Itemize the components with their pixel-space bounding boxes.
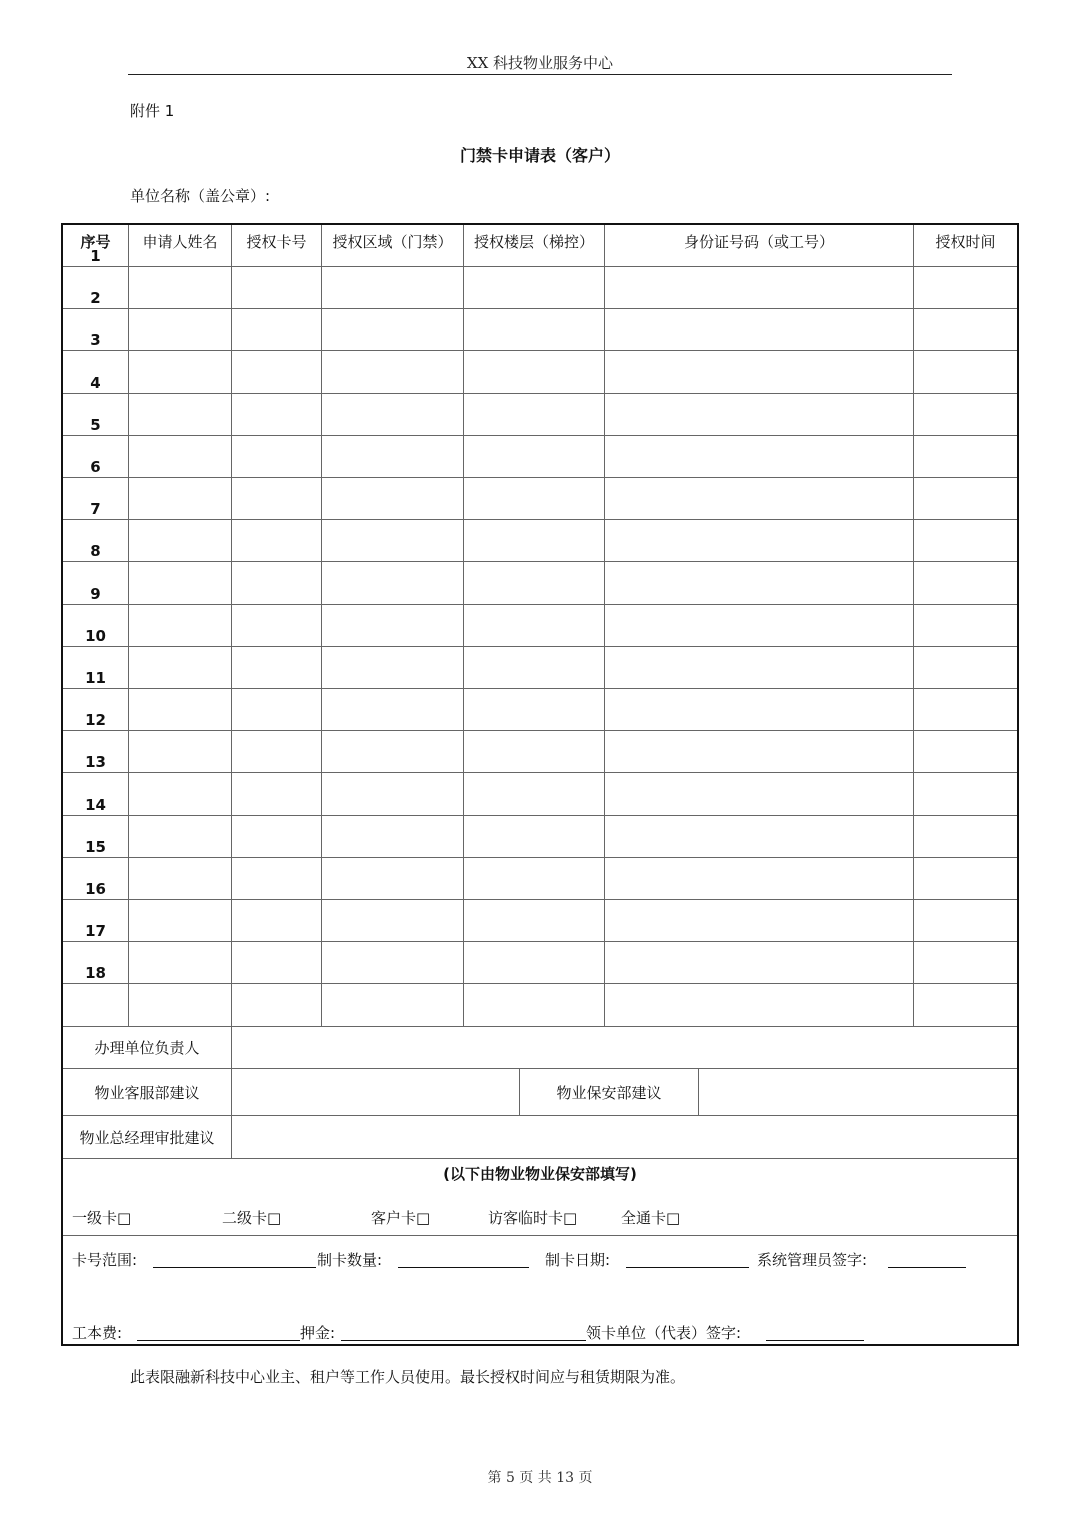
approval-divider: [63, 1068, 1017, 1069]
row-number: 18: [85, 964, 106, 983]
row-divider: [63, 688, 1017, 689]
card-date-field[interactable]: [626, 1252, 749, 1268]
unit-name-label: 单位名称（盖公章）:: [130, 187, 271, 205]
row-divider: [63, 941, 1017, 942]
security-dept-label: 物业保安部建议: [556, 1083, 662, 1102]
row-divider: [63, 983, 1017, 984]
column-divider: [913, 225, 914, 1026]
row-number: 4: [90, 373, 101, 392]
card-count-field[interactable]: [398, 1252, 529, 1268]
row-number: 17: [85, 922, 106, 941]
row-number: 14: [85, 795, 106, 814]
card-range-field[interactable]: [153, 1252, 316, 1268]
row-number: 2: [90, 289, 101, 308]
row-divider: [63, 646, 1017, 647]
column-divider: [463, 225, 464, 1026]
row-divider: [63, 350, 1017, 351]
column-header-id-number: 身份证号码（或工号）: [683, 232, 834, 251]
page-header: XX 科技物业服务中心: [466, 54, 614, 72]
admin-sign-label: 系统管理员签字:: [757, 1251, 868, 1269]
card-type-level1[interactable]: 一级卡□: [72, 1209, 132, 1227]
attachment-label: 附件 1: [130, 102, 175, 120]
security-divider: [63, 1235, 1017, 1236]
column-header-name: 申请人姓名: [142, 232, 218, 251]
row-divider: [63, 393, 1017, 394]
row-divider: [63, 857, 1017, 858]
row-number: 7: [90, 500, 101, 519]
receiver-sign-label: 领卡单位（代表）签字:: [586, 1324, 742, 1342]
card-type-all-access[interactable]: 全通卡□: [621, 1209, 681, 1227]
row-number: 1: [90, 247, 101, 265]
security-section-title: (以下由物业物业保安部填写): [443, 1164, 637, 1183]
column-divider: [321, 225, 322, 1026]
column-header-area: 授权区域（门禁）: [332, 232, 453, 251]
handler-label: 办理单位负责人: [94, 1039, 200, 1057]
approval-label-divider: [231, 1026, 232, 1158]
cost-label: 工本费:: [72, 1324, 123, 1342]
card-date-label: 制卡日期:: [545, 1251, 611, 1269]
column-header-floor: 授权楼层（梯控）: [473, 232, 594, 251]
row-divider: [63, 730, 1017, 731]
card-range-label: 卡号范围:: [72, 1251, 138, 1269]
row-number: 10: [85, 626, 106, 645]
admin-sign-field[interactable]: [888, 1252, 966, 1268]
card-type-level2[interactable]: 二级卡□: [222, 1209, 282, 1227]
row-number: 8: [90, 542, 101, 561]
row-divider: [63, 815, 1017, 816]
column-divider: [128, 225, 129, 1026]
approval-divider: [63, 1158, 1017, 1159]
row-number: 3: [90, 331, 101, 350]
row-number: 6: [90, 458, 101, 476]
row-divider: [63, 435, 1017, 436]
column-header-auth-time: 授权时间: [935, 232, 996, 251]
customer-service-label: 物业客服部建议: [94, 1083, 200, 1102]
row-divider: [63, 604, 1017, 605]
row-divider: [63, 772, 1017, 773]
usage-note: 此表限融新科技中心业主、租户等工作人员使用。最长授权时间应与租赁期限为准。: [130, 1368, 686, 1386]
column-header-index: 序号: [80, 232, 111, 251]
row-divider: [63, 899, 1017, 900]
row-number: 9: [90, 584, 101, 603]
header-divider: [128, 74, 952, 75]
row-divider: [63, 477, 1017, 478]
column-divider: [231, 225, 232, 1026]
row-number: 11: [85, 669, 106, 687]
row-number: 15: [85, 837, 106, 856]
row-number: 5: [90, 415, 101, 434]
column-header-card-no: 授权卡号: [246, 232, 307, 251]
header-row-divider: [63, 266, 1017, 267]
card-type-customer[interactable]: 客户卡□: [371, 1209, 431, 1227]
card-count-label: 制卡数量:: [317, 1251, 383, 1269]
general-manager-label: 物业总经理审批建议: [79, 1129, 215, 1147]
deposit-label: 押金:: [300, 1324, 336, 1342]
row-divider: [63, 308, 1017, 309]
row-divider: [63, 519, 1017, 520]
approval-split-divider: [698, 1068, 699, 1115]
approval-divider: [63, 1115, 1017, 1116]
row-number: 12: [85, 711, 106, 730]
receiver-sign-field[interactable]: [766, 1325, 864, 1341]
form-title: 门禁卡申请表（客户）: [459, 146, 620, 165]
cost-field[interactable]: [137, 1325, 300, 1341]
deposit-field[interactable]: [341, 1325, 586, 1341]
page-number: 第 5 页 共 13 页: [487, 1470, 593, 1486]
row-number: 13: [85, 753, 106, 772]
row-divider: [63, 561, 1017, 562]
column-divider: [604, 225, 605, 1026]
row-number: 16: [85, 880, 106, 898]
card-type-visitor[interactable]: 访客临时卡□: [488, 1209, 578, 1227]
